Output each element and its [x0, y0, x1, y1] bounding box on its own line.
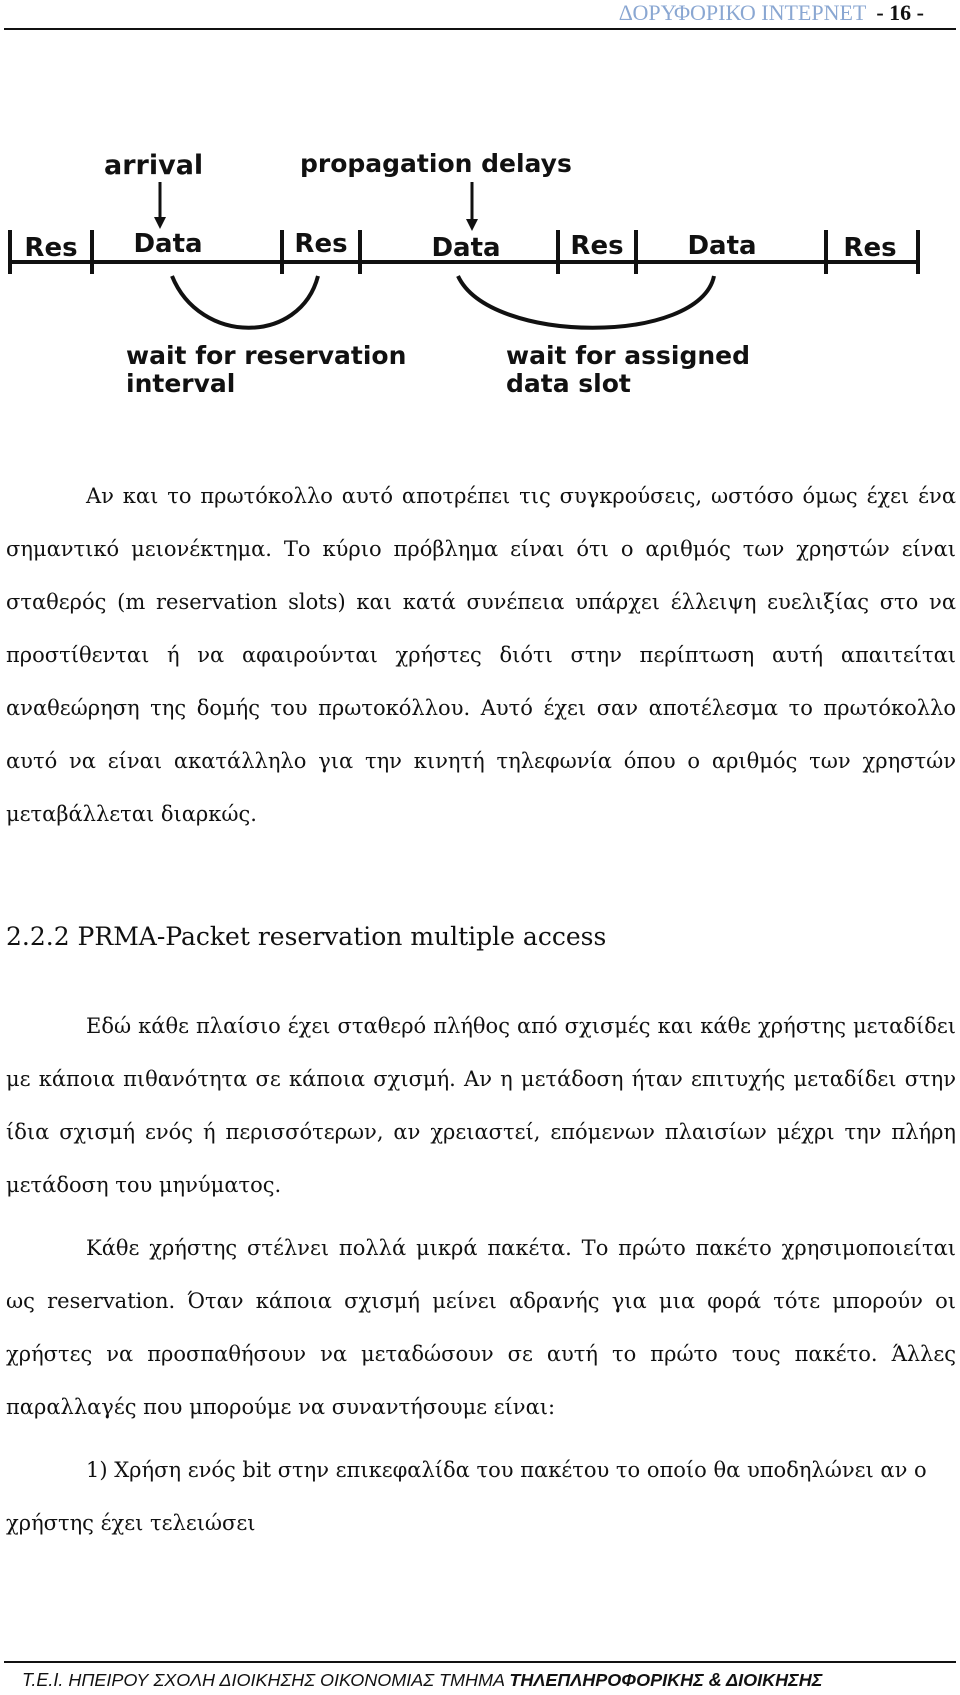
- slot-label: Data: [431, 233, 501, 263]
- section-heading: 2.2.2 PRMA-Packet reservation multiple access: [6, 922, 607, 951]
- slot-label: Data: [133, 229, 203, 259]
- slot-label: Res: [570, 231, 624, 261]
- page-footer: [22, 1668, 952, 1692]
- header-text: [619, 0, 924, 26]
- footer-school: ΣΧΟΛΗ ΔΙΟΙΚΗΣΗΣ ΟΙΚΟΝΟΜΙΑΣ ΤΜΗΜΑ: [148, 1670, 510, 1690]
- paragraph-4: 1) Χρήση ενός bit στην επικεφαλίδα του πακέτου το οποίο θα υποδηλώνει αν ο χρήστης έχει τελειώσει: [6, 1458, 927, 1535]
- slot-label: Res: [24, 233, 78, 263]
- wait-assigned-label-line2: data slot: [506, 369, 631, 398]
- paragraph-3: Κάθε χρήστης στέλνει πολλά μικρά πακέτα. Το πρώτο πακέτο χρησιμοποιείται ως reservation. Όταν κάποια σχισμή μείνει αδρανής για μια φορά τότε μπορούν οι χρήστες να προσπαθήσουν να μεταδώσουν σε αυτή το πρώτο τους πακέτο. Άλλες παραλλαγές που μπορούμε να συναντήσουμε είναι:: [6, 1236, 956, 1419]
- page-number: - 16 -: [876, 0, 924, 25]
- wait-assigned-arc: [458, 276, 714, 328]
- header-title: ΔΟΡΥΦΟΡΙΚΟ ΙΝΤΕΡΝΕΤ: [618, 0, 867, 25]
- paragraph-1: Αν και το πρωτόκολλο αυτό αποτρέπει τις συγκρούσεις, ωστόσο όμως έχει ένα σημαντικό μειονέκτημα. Το κύριο πρόβλημα είναι ότι ο αριθμός των χρηστών είναι σταθερός (m reservation slots) και κατά συνέπεια υπάρχει έλλειψη ευελιξίας στο να προστίθενται ή να αφαιρούνται χρήστες διότι στην περίπτωση αυτή απαιτείται αναθεώρηση της δομής του πρωτοκόλλου. Αυτό έχει σαν αποτέλεσμα το πρωτόκολλο αυτό να είναι ακατάλληλο για την κινητή τηλεφωνία όπου ο αριθμός των χρηστών μεταβάλλεται διαρκώς.: [6, 484, 956, 826]
- wait-assigned-label-line1: wait for assigned: [506, 341, 751, 370]
- footer-institution: T.E.I. ΗΠΕΙΡΟΥ: [22, 1670, 149, 1690]
- paragraph-2: Εδώ κάθε πλαίσιο έχει σταθερό πλήθος από σχισμές και κάθε χρήστης μεταδίδει με κάποια πιθανότητα σε κάποια σχισμή. Αν η μετάδοση ήταν επιτυχής μεταδίδει στην ίδια σχισμή ενός ή περισσότερων, αν χρειαστεί, επόμενων πλαισίων μέχρι την πλήρη μετάδοση του μηνύματος.: [6, 1014, 956, 1197]
- slot-label: Data: [687, 231, 757, 261]
- header-rule: [4, 28, 956, 30]
- wait-reservation-arc: [172, 276, 318, 328]
- body-section-2: [6, 1000, 956, 1550]
- body-section-1: [6, 470, 956, 841]
- diagram-svg: [0, 130, 960, 420]
- footer-department: ΤΗΛΕΠΛΗΡΟΦΟΡΙΚΗΣ & ΔΙΟΙΚΗΣΗΣ: [509, 1670, 823, 1690]
- arrival-label: arrival: [104, 150, 204, 181]
- wait-reservation-label-line1: wait for reservation: [126, 341, 407, 370]
- slot-label: Res: [294, 229, 348, 259]
- footer-rule: [4, 1661, 956, 1663]
- propagation-delays-label: propagation delays: [300, 149, 572, 178]
- wait-reservation-label-line2: interval: [126, 369, 236, 398]
- page-header: [0, 0, 960, 30]
- slot-label: Res: [843, 233, 897, 263]
- reservation-diagram: [0, 130, 960, 420]
